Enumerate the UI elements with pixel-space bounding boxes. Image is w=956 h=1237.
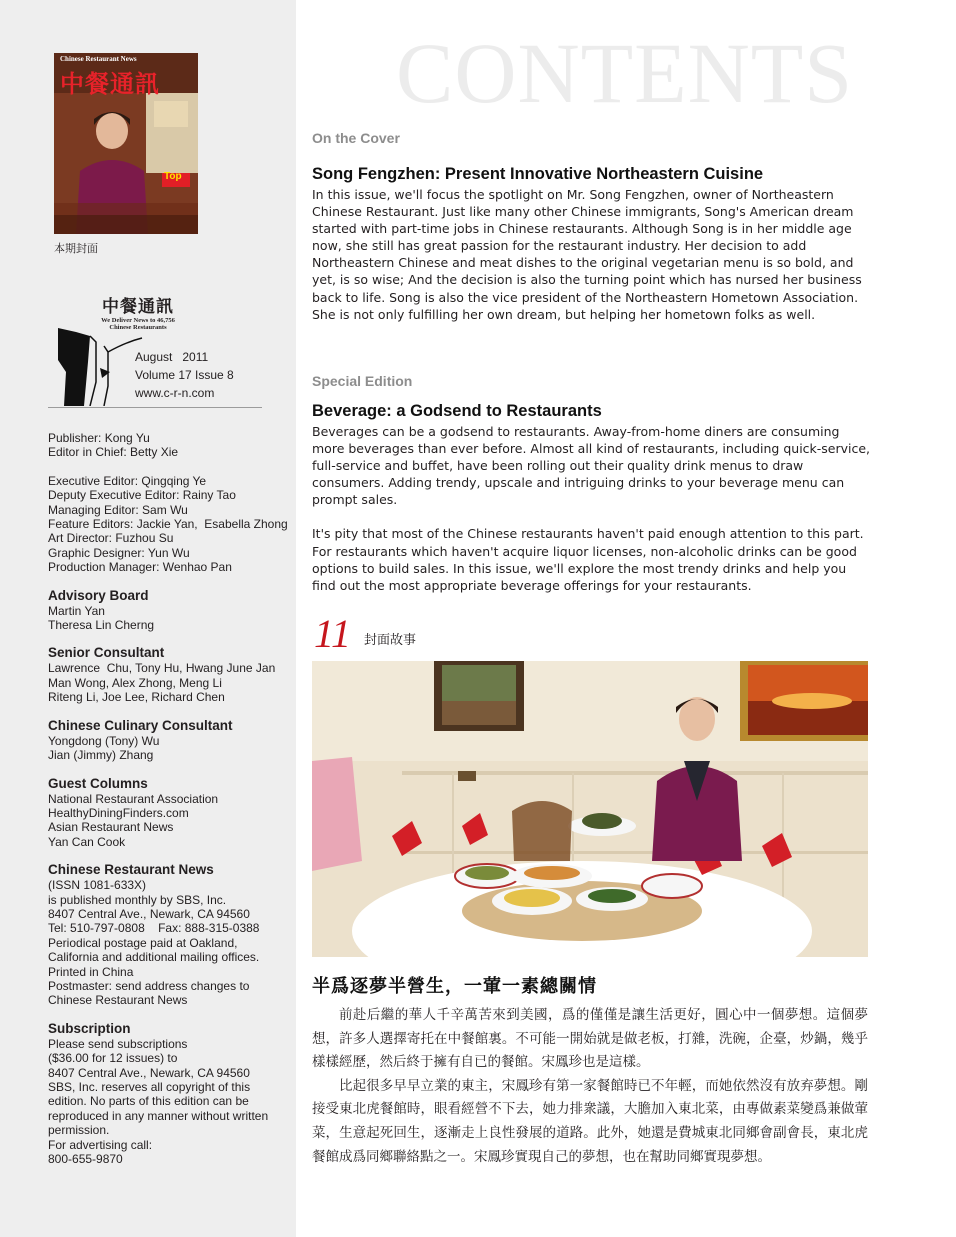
cover-thumb-masthead-en: Chinese Restaurant News	[60, 55, 137, 63]
cover-story-body	[312, 186, 872, 323]
special-edition-paragraph-1: Beverages can be a godsend to restaurants. Away-from-home diners are consuming more beverages than ever before. Almost all kind of restaurants, including quick-service, full-service and buffet, have been rolling out their quality drink menus to draw consumers. Adding trendy, upscale and intriguing drinks to your beverage menu can prompt sales.	[312, 424, 871, 508]
masthead-sidebar	[0, 0, 296, 1237]
issue-date: August 2011	[135, 350, 209, 364]
feature-chinese-paragraph-1: 前赴后繼的華人千辛萬苦來到美國，爲的僅僅是讓生活更好，圓心中一個夢想。這個夢想，許多人選擇寄托在中餐館裏。不可能一開始就是做老板，打雜，洗碗，企臺，炒鍋，幾乎樣樣經歷，然后終于擁有自已的餐館。宋鳳珍也是這樣。	[312, 1007, 868, 1071]
cover-thumbnail-image	[54, 53, 198, 234]
subscription-line: edition. No parts of this edition can be	[48, 1094, 249, 1109]
feature-chinese-headline: 半爲逐夢半營生，一葷一素總關情	[312, 976, 597, 997]
staff-managing-editor: Managing Editor: Sam Wu	[48, 502, 188, 517]
crn-line: 8407 Central Ave., Newark, CA 94560	[48, 906, 250, 921]
crn-line: Tel: 510-797-0808 Fax: 888-315-0388	[48, 921, 260, 936]
staff-art-director: Art Director: Fuzhou Su	[48, 531, 174, 546]
subscription-line: Please send subscriptions	[48, 1036, 188, 1051]
senior-consultant-line: Riteng Li, Joe Lee, Richard Chen	[48, 690, 225, 705]
cover-story-title: Song Fengzhen: Present Innovative Northeastern Cuisine	[312, 165, 764, 183]
crn-line: Printed in China	[48, 964, 134, 979]
guest-column-line: Asian Restaurant News	[48, 820, 174, 835]
cover-story-paragraph: In this issue, we'll focus the spotlight on Mr. Song Fengzhen, owner of Northeastern Chinese Restaurant. Just like many other Chinese immigrants, Song's American dream started with part-time jobs in Chinese restaurants. Although Song is in her middle age now, she still has great passion for the restaurant industry. Her decision to add Northeastern Chinese and meat dishes to the original vegetarian menu is so bold, and yet, is so wise; And the decision is also the turning point which has nursed her business back to life. Song is also the vice president of the Northeastern Hometown Association. She is not only fulfilling her own dream, but helping her hometown folks as well.	[312, 187, 862, 322]
culinary-consultant-line: Jian (Jimmy) Zhang	[48, 748, 154, 763]
subscription-line: 800-655-9870	[48, 1152, 123, 1167]
special-edition-title: Beverage: a Godsend to Restaurants	[312, 402, 602, 420]
subscription-line: reproduced in any manner without written	[48, 1108, 269, 1123]
on-the-cover-label: On the Cover	[312, 130, 400, 146]
culinary-consultant-heading: Chinese Culinary Consultant	[48, 717, 233, 733]
cover-story-photo	[312, 661, 868, 957]
cover-thumb-masthead-cn: 中餐通訊	[60, 69, 160, 98]
staff-feature-editors: Feature Editors: Jackie Yan, Esabella Zhong	[48, 517, 288, 532]
special-edition-paragraph-2: It's pity that most of the Chinese restaurants haven't paid enough attention to this part. For restaurants which haven't acquire liquor licenses, non-alcoholic drinks can be good options to build sales. In this issue, we'll explore the most trendy drinks and help you find out the most appropriate beverage offerings for your restaurants.	[312, 526, 864, 593]
senior-consultant-line: Lawrence Chu, Tony Hu, Hwang June Jan	[48, 661, 276, 676]
cover-thumb-top-badge: Top	[164, 171, 182, 182]
sidebar-divider	[48, 407, 262, 408]
feature-page-number: 11	[314, 611, 352, 656]
crn-line: Postmaster: send address changes to	[48, 978, 250, 993]
issue-website: www.c-r-n.com	[135, 386, 215, 400]
staff-graphic-designer: Graphic Designer: Yun Wu	[48, 545, 190, 560]
special-edition-body	[312, 423, 872, 594]
crn-line: is published monthly by SBS, Inc.	[48, 892, 227, 907]
guest-column-line: HealthyDiningFinders.com	[48, 805, 189, 820]
staff-production-manager: Production Manager: Wenhao Pan	[48, 560, 232, 575]
crn-line: (ISSN 1081-633X)	[48, 878, 147, 893]
feature-section-label: 封面故事	[364, 633, 417, 648]
contents-heading: CONTENTS	[396, 25, 854, 121]
staff-executive-editor: Executive Editor: Qingqing Ye	[48, 473, 207, 488]
logo-tagline-2: Chinese Restaurants	[109, 324, 167, 331]
crn-line: Chinese Restaurant News	[48, 993, 188, 1008]
waiter-illustration	[56, 322, 146, 406]
subscription-line: ($36.00 for 12 issues) to	[48, 1051, 178, 1066]
subscription-line: permission.	[48, 1123, 110, 1138]
feature-chinese-paragraph-2: 比起很多早早立業的東主，宋鳳珍有第一家餐館時已不年輕，而她依然沒有放弃夢想。剛接受東北虎餐館時，眼看經營不下去，她力排衆議，大膽加入東北菜，由專做素菜變爲兼做葷菜，生意起死回生，逐漸走上良性發展的道路。此外，她還是費城東北同鄉會副會長，東北虎餐館成爲同鄉聯絡點之一。宋鳳珍實現自己的夢想，也在幫助同鄉實現夢想。	[312, 1077, 868, 1165]
subscription-line: 8407 Central Ave., Newark, CA 94560	[48, 1065, 250, 1080]
logo-tagline-1: We Deliver News to 46,756	[101, 317, 175, 324]
issue-info	[135, 348, 234, 402]
subscription-line: SBS, Inc. reserves all copyright of this	[48, 1080, 251, 1094]
logo-chinese-title: 中餐通訊	[102, 297, 174, 317]
cover-caption: 本期封面	[54, 242, 98, 255]
senior-consultant-line: Man Wong, Alex Zhong, Meng Li	[48, 675, 222, 690]
subscription-line: For advertising call:	[48, 1137, 153, 1152]
advisory-board-member: Theresa Lin Cherng	[48, 618, 155, 633]
senior-consultant-heading: Senior Consultant	[48, 645, 165, 661]
guest-columns-heading: Guest Columns	[48, 775, 148, 791]
guest-column-line: Yan Can Cook	[48, 834, 126, 849]
staff-directory	[48, 431, 293, 1166]
advisory-board-heading: Advisory Board	[48, 587, 149, 603]
staff-spacer	[48, 460, 293, 474]
staff-editor-in-chief: Editor in Chief: Betty Xie	[48, 445, 179, 460]
staff-deputy-executive-editor: Deputy Executive Editor: Rainy Tao	[48, 488, 236, 503]
advisory-board-member: Martin Yan	[48, 603, 105, 618]
culinary-consultant-line: Yongdong (Tony) Wu	[48, 733, 160, 748]
special-edition-label: Special Edition	[312, 373, 413, 389]
staff-publisher: Publisher: Kong Yu	[48, 431, 150, 445]
subscription-heading: Subscription	[48, 1020, 131, 1036]
crn-line: California and additional mailing offices.	[48, 950, 260, 965]
issue-volume: Volume 17 Issue 8	[135, 368, 234, 382]
crn-heading: Chinese Restaurant News	[48, 862, 214, 878]
crn-line: Periodical postage paid at Oakland,	[48, 935, 238, 950]
feature-chinese-body	[312, 1004, 868, 1169]
guest-column-line: National Restaurant Association	[48, 791, 219, 806]
